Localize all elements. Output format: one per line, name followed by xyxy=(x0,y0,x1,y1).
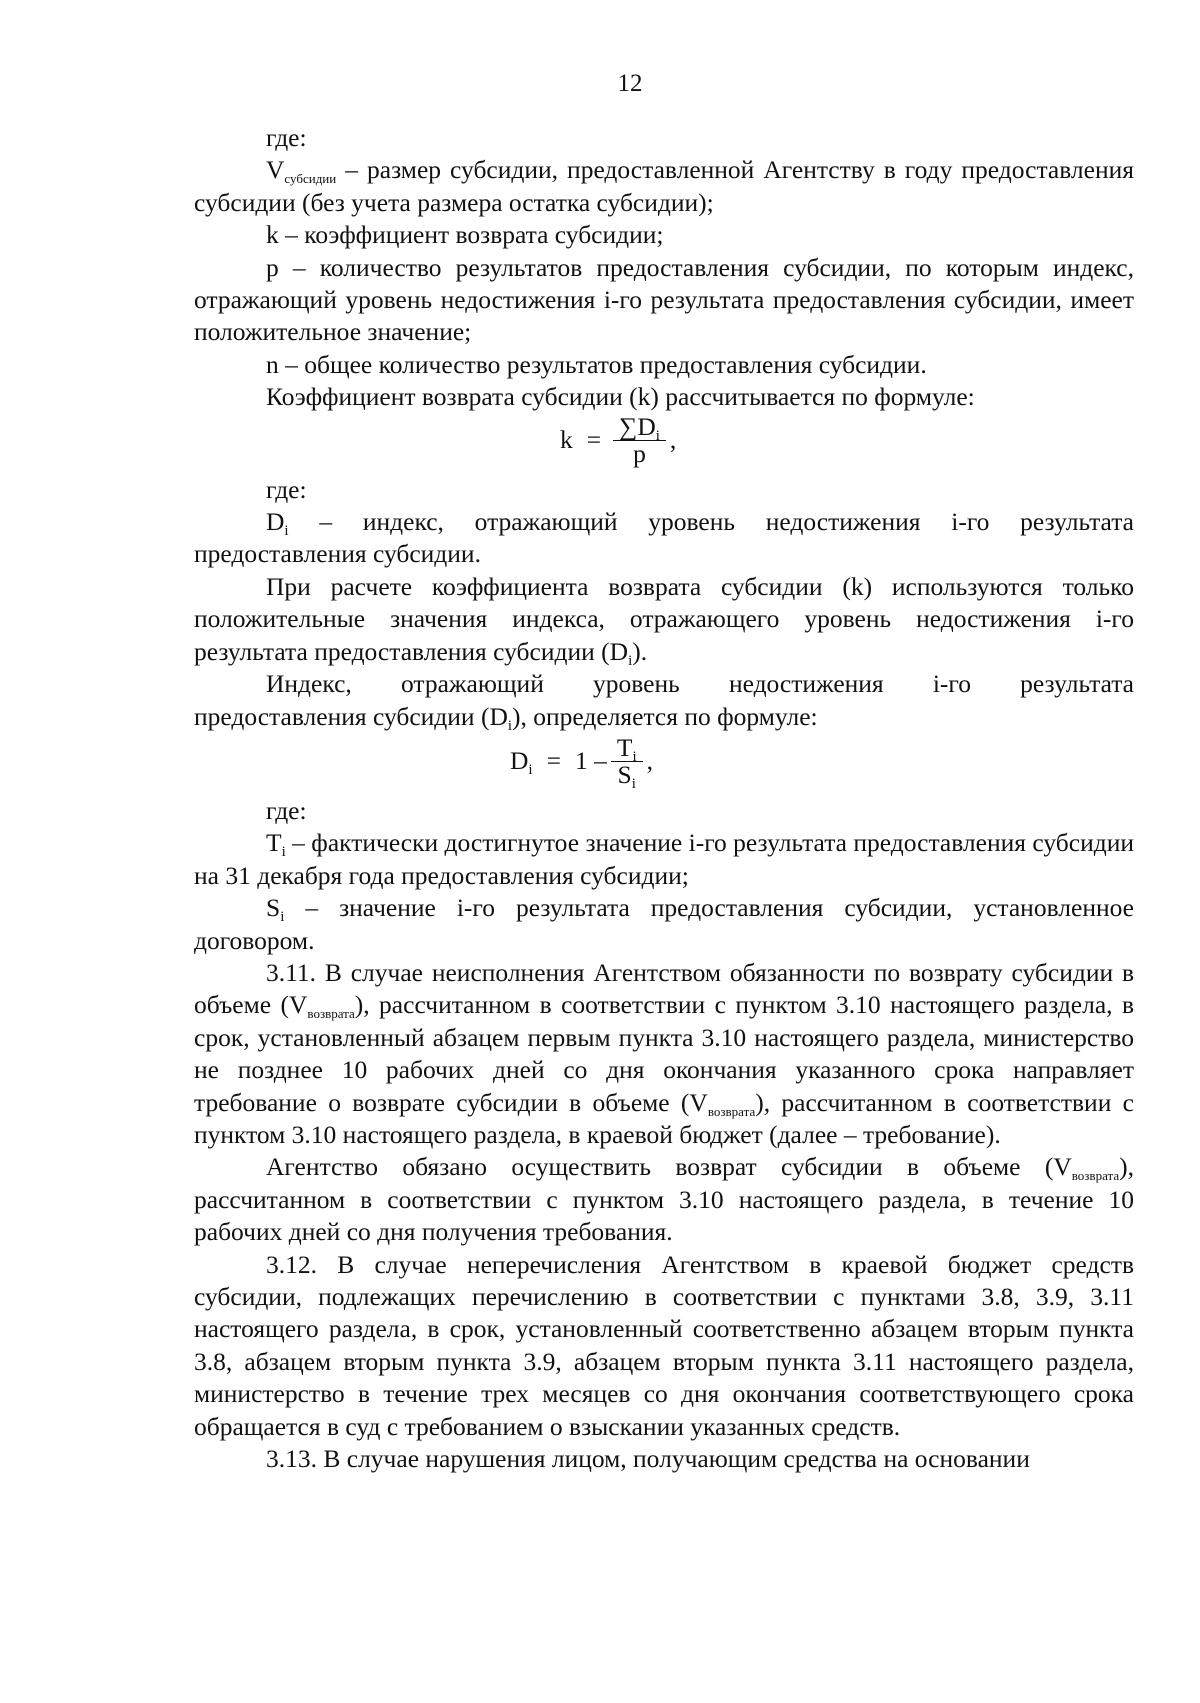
formula-equals: = xyxy=(546,746,561,776)
subscript: i xyxy=(280,909,285,926)
paragraph-3-11 xyxy=(194,957,1134,1151)
subscript: i xyxy=(655,427,660,444)
subscript: i xyxy=(284,523,289,540)
var-t: T xyxy=(616,732,633,762)
subscript: i xyxy=(281,844,286,861)
var-d: D xyxy=(266,507,285,537)
subscript: i xyxy=(528,762,533,779)
paragraph-s xyxy=(194,892,1134,957)
paragraph-text: ), рассчитанном в соответствии с пунктом 3.10 настоящего раздела, в краевой бюджет (далее – требование). xyxy=(194,1087,1134,1149)
paragraph-d-index xyxy=(194,506,1134,571)
document-body xyxy=(194,122,1134,1475)
fraction xyxy=(611,732,643,792)
paragraph-text: ), рассчитанном в соответствии с пунктом 3.10 настоящего раздела, в течение 10 рабочих дней со дня получения требования. xyxy=(194,1152,1134,1247)
paragraph-index-intro-line2 xyxy=(194,701,1134,733)
subscript: i xyxy=(507,717,513,734)
subscript: возврата xyxy=(1071,1168,1120,1184)
formula-lhs xyxy=(510,745,533,777)
paragraph-agency-obliged xyxy=(194,1151,1134,1248)
paragraph-k: k – коэффициент возврата субсидии; xyxy=(266,220,664,250)
paragraph-v-subsidy xyxy=(194,154,1134,219)
paragraph-text: – индекс, отражающий уровень недостижения i-го результата предоставления субсидии. xyxy=(194,507,1134,569)
subscript: i xyxy=(628,652,633,669)
subscript: субсидии xyxy=(284,171,337,187)
fraction-numerator xyxy=(613,411,666,444)
var-d: D xyxy=(510,746,529,776)
paragraph-3-12: 3.12. В случае неперечисления Агентством в краевой бюджет средств субсидии, подлежащих перечислению в соответствии с пунктами 3.8, 3.9, 3.11 настоящего раздела, в срок, установленный соответственно абзацем вторым пункта 3.8, абзацем вторым пункта 3.9, абзацем вторым пункта 3.11 настоящего раздела, министерство в течение трех месяцев со дня окончания соответствующего срока обращается в суд с требованием о взыскании указанных средств. xyxy=(194,1249,1134,1441)
paragraph-text: – значение i-го результата предоставления субсидии, установленное договором. xyxy=(194,893,1134,955)
fraction-denominator: p xyxy=(633,438,646,468)
formula-lhs: k xyxy=(560,424,573,454)
paragraph-text: 3.11. В случае неисполнения Агентством обязанности по возврату субсидии в объеме (V xyxy=(194,957,1134,1020)
paragraph-3-13: 3.13. В случае нарушения лицом, получающим средства на основании xyxy=(266,1444,1030,1474)
where-label: где: xyxy=(266,795,307,825)
where-label: где: xyxy=(266,123,307,152)
paragraph-p: p – количество результатов предоставления субсидии, по которым индекс, отражающий уровень недостижения i-го результата предоставления субсидии, имеет положительное значение; xyxy=(194,252,1134,347)
paragraph-text: ), рассчитанном в соответствии с пунктом 3.10 настоящего раздела, в срок, установленный абзацем первым пункта 3.10 настоящего раздела, министерство не позднее 10 рабочих дней со дня окончания указанного срока направляет требование о возврате субсидии в объеме (V xyxy=(194,990,1134,1117)
paragraph-coefficient-intro: Коэффициент возврата субсидии (k) рассчитывается по формуле: xyxy=(266,382,975,412)
fraction-numerator xyxy=(611,732,643,765)
subscript: i xyxy=(632,748,637,765)
paragraph-text-end: ). xyxy=(632,636,648,666)
fraction-denominator xyxy=(612,759,642,792)
paragraph-t xyxy=(194,827,1134,892)
var-s: S xyxy=(266,893,281,923)
var-t: T xyxy=(266,828,282,858)
formula-equals: = xyxy=(586,424,602,454)
var-s: S xyxy=(617,759,632,789)
paragraph-text: – размер субсидии, предоставленной Агентству в году предоставления субсидии (без учета размера остатка субсидии); xyxy=(194,155,1134,217)
sum-symbol: ∑D xyxy=(619,411,656,441)
paragraph-text: – фактически достигнутое значение i-го результата предоставления субсидии на 31 декабря года предоставления субсидии; xyxy=(194,828,1134,890)
subscript: возврата xyxy=(707,1103,756,1119)
var-v: V xyxy=(266,155,285,185)
paragraph-text: Агентство обязано осуществить возврат субсидии в объеме (V xyxy=(266,1152,1072,1182)
paragraph-positive-values xyxy=(194,571,1134,668)
paragraph-text: ), определяется по формуле: xyxy=(512,701,818,731)
paragraph-index-intro-line1: Индекс, отражающий уровень недостижения i-го результата xyxy=(266,669,1134,699)
subscript: возврата xyxy=(307,1006,355,1022)
paragraph-n: n – общее количество результатов предоставления субсидии. xyxy=(266,349,927,379)
formula-one-minus: 1 – xyxy=(574,746,607,776)
formula-comma: , xyxy=(646,746,653,776)
where-label: где: xyxy=(266,474,307,504)
page-number: 12 xyxy=(617,70,643,97)
subscript: i xyxy=(631,775,636,792)
paragraph-text: При расчете коэффициента возврата субсидии (k) используются только положительные значения индекса, отражающего уровень недостижения i-го результата предоставления субсидии (D xyxy=(194,571,1134,666)
fraction xyxy=(613,411,666,468)
formula-comma: , xyxy=(669,424,677,454)
formula-k xyxy=(194,411,1134,474)
formula-di xyxy=(194,733,1134,795)
paragraph-text: предоставления субсидии (D xyxy=(194,701,508,731)
